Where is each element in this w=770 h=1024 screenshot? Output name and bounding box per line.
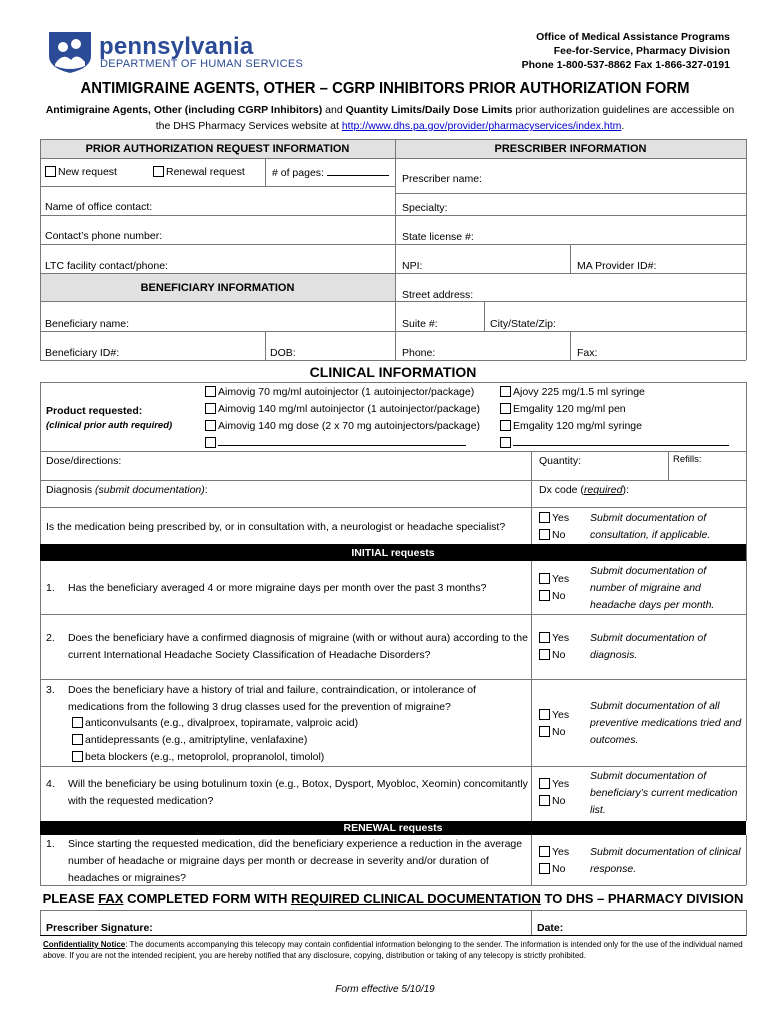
emgality-pen-option bbox=[500, 403, 626, 415]
neuro-yes-checkbox[interactable] bbox=[539, 512, 550, 523]
aimovig-70-checkbox[interactable] bbox=[205, 386, 216, 397]
fax-note-p3: TO DHS – PHARMACY DIVISION bbox=[540, 891, 744, 906]
renewal-q1-number: 1. bbox=[46, 838, 55, 850]
q1-yes-checkbox[interactable] bbox=[539, 573, 550, 584]
office-line-1: Office of Medical Assistance Programs bbox=[536, 31, 730, 43]
confidentiality-notice bbox=[43, 939, 743, 961]
ajovy-option bbox=[500, 386, 645, 398]
renewal-q1-line-2: number of headache or migraine days per month or decrease in severity and/or duration of bbox=[68, 855, 489, 867]
renewal-doc-line-1: Submit documentation of clinical bbox=[590, 846, 741, 858]
neuro-yes-label: Yes bbox=[552, 512, 570, 524]
dx-code-field[interactable] bbox=[539, 484, 629, 496]
neuro-yes-option bbox=[539, 512, 569, 524]
q3-doc-line-2: preventive medications tried and bbox=[590, 717, 742, 729]
initial-q3-line-1: Does the beneficiary have a history of trial and failure, contraindication, or intolerance of bbox=[68, 684, 476, 696]
q4-no-checkbox[interactable] bbox=[539, 795, 550, 806]
fax-note-p1: PLEASE bbox=[42, 891, 99, 906]
intro-text bbox=[40, 102, 740, 134]
aimovig-140-option bbox=[205, 403, 480, 415]
renewal-q1-line-1: Since starting the requested medication, did the beneficiary experience a reduction in the average bbox=[68, 838, 523, 850]
dx-code-label: Dx code ( bbox=[539, 484, 584, 496]
q3-no-checkbox[interactable] bbox=[539, 726, 550, 737]
q4-doc-line-1: Submit documentation of bbox=[590, 770, 707, 782]
dhs-logo-subtext: DEPARTMENT OF HUMAN SERVICES bbox=[100, 58, 304, 70]
renewal-request-label: Renewal request bbox=[166, 166, 245, 178]
new-request-option bbox=[45, 166, 117, 178]
anticonvulsants-option bbox=[72, 717, 358, 729]
q4-doc-line-3: list. bbox=[590, 804, 606, 816]
q1-yes-label: Yes bbox=[552, 573, 570, 585]
neuro-no-label: No bbox=[552, 529, 566, 541]
aimovig-70-label: Aimovig 70 mg/ml autoinjector (1 autoinjector/package) bbox=[218, 386, 475, 398]
antidepressants-option bbox=[72, 734, 307, 746]
other-product-left-line[interactable] bbox=[218, 445, 466, 446]
intro-bold-1: Antimigraine Agents, Other (including CGRP Inhibitors) bbox=[45, 104, 323, 116]
q4-yes-label: Yes bbox=[552, 778, 570, 790]
q3-doc-line-1: Submit documentation of all bbox=[590, 700, 720, 712]
pa-keystone-logo-icon bbox=[45, 30, 95, 74]
office-line-2: Fee-for-Service, Pharmacy Division bbox=[553, 45, 730, 57]
q2-yes-option bbox=[539, 632, 569, 644]
beta-blockers-option bbox=[72, 751, 324, 763]
other-product-left-option bbox=[205, 437, 466, 449]
ajovy-checkbox[interactable] bbox=[500, 386, 511, 397]
q4-yes-checkbox[interactable] bbox=[539, 778, 550, 789]
q4-no-label: No bbox=[552, 795, 566, 807]
q4-no-option bbox=[539, 795, 565, 807]
pennsylvania-logo-text: pennsylvania bbox=[99, 33, 254, 60]
q4-doc-line-2: beneficiary’s current medication bbox=[590, 787, 738, 799]
q2-doc-line-2: diagnosis. bbox=[590, 649, 638, 661]
other-product-right-checkbox[interactable] bbox=[500, 437, 511, 448]
initial-q4-line-1: Will the beneficiary be using botulinum toxin (e.g., Botox, Dysport, Myobloc, Xeomin) concomitantly bbox=[68, 778, 528, 790]
dose-directions-field[interactable]: Dose/directions: bbox=[46, 455, 122, 467]
beta-blockers-checkbox[interactable] bbox=[72, 751, 83, 762]
diagnosis-colon: : bbox=[204, 484, 208, 496]
q1-yes-option bbox=[539, 573, 569, 585]
office-line-3: Phone 1-800-537-8862 Fax 1-866-327-0191 bbox=[521, 59, 730, 71]
q4-yes-option bbox=[539, 778, 569, 790]
neuro-no-option bbox=[539, 529, 565, 541]
dob-field[interactable]: DOB: bbox=[270, 347, 296, 359]
intro-bold-2: Quantity Limits/Daily Dose Limits bbox=[345, 104, 513, 116]
prescriber-name-field[interactable]: Prescriber name: bbox=[402, 173, 482, 185]
q3-yes-option bbox=[539, 709, 569, 721]
q1-doc-line-2: number of migraine and bbox=[590, 582, 701, 594]
initial-q2-line-1: Does the beneficiary have a confirmed diagnosis of migraine (with or without aura) according to the bbox=[68, 632, 528, 644]
refills-field[interactable]: Refills: bbox=[673, 454, 702, 465]
num-pages-line bbox=[327, 166, 389, 176]
fax-instruction bbox=[40, 891, 746, 906]
prescriber-phone-field[interactable]: Phone: bbox=[402, 347, 436, 359]
dx-required: required bbox=[583, 484, 623, 496]
product-requested-label: Product requested: bbox=[46, 405, 143, 417]
prescriber-signature-field[interactable]: Prescriber Signature: bbox=[46, 922, 153, 934]
beta-blockers-label: beta blockers (e.g., metoprolol, propranolol, timolol) bbox=[85, 751, 325, 763]
renewal-no-label: No bbox=[552, 863, 566, 875]
form-title: ANTIMIGRAINE AGENTS, OTHER – CGRP INHIBITORS PRIOR AUTHORIZATION FORM bbox=[80, 80, 690, 97]
new-request-checkbox[interactable] bbox=[45, 166, 56, 177]
neuro-doc-line-2: consultation, if applicable. bbox=[590, 529, 711, 541]
ma-provider-field[interactable]: MA Provider ID#: bbox=[577, 260, 657, 272]
renewal-doc-line-2: response. bbox=[590, 863, 637, 875]
antidepressants-label: antidepressants (e.g., amitriptyline, venlafaxine) bbox=[85, 734, 308, 746]
initial-q2-line-2: current International Headache Society Classification of Headache Disorders? bbox=[68, 649, 431, 661]
anticonvulsants-checkbox[interactable] bbox=[72, 717, 83, 728]
initial-q3-number: 3. bbox=[46, 684, 55, 696]
intro-and: and bbox=[322, 104, 346, 116]
intro-line2-suffix: . bbox=[621, 120, 625, 132]
dx-code-end: ): bbox=[622, 484, 629, 496]
renewal-requests-title: RENEWAL requests bbox=[343, 822, 443, 834]
q2-no-label: No bbox=[552, 649, 566, 661]
num-pages-label: # of pages: bbox=[272, 167, 324, 179]
aimovig-140-checkbox[interactable] bbox=[205, 403, 216, 414]
prescriber-fax-field[interactable]: Fax: bbox=[577, 347, 598, 359]
renewal-yes-option bbox=[539, 846, 569, 858]
emgality-pen-checkbox[interactable] bbox=[500, 403, 511, 414]
renewal-yes-label: Yes bbox=[552, 846, 570, 858]
aimovig-70-option bbox=[205, 386, 474, 398]
signature-date-field[interactable]: Date: bbox=[537, 922, 564, 934]
beneficiary-name-field[interactable]: Beneficiary name: bbox=[45, 318, 130, 330]
ajovy-label: Ajovy 225 mg/1.5 ml syringe bbox=[513, 386, 645, 398]
renewal-request-checkbox[interactable] bbox=[153, 166, 164, 177]
renewal-request-option bbox=[153, 166, 245, 178]
state-license-field[interactable]: State license #: bbox=[402, 231, 474, 243]
fax-note-fax: FAX bbox=[98, 891, 124, 906]
beneficiary-info-title: BENEFICIARY INFORMATION bbox=[140, 282, 295, 294]
initial-q1-number: 1. bbox=[46, 582, 55, 594]
initial-q4-line-2: with the requested medication? bbox=[68, 795, 214, 807]
anticonvulsants-label: anticonvulsants (e.g., divalproex, topiramate, valproic acid) bbox=[85, 717, 359, 729]
npi-field[interactable]: NPI: bbox=[402, 260, 423, 272]
aimovig-140-dose-checkbox[interactable] bbox=[205, 420, 216, 431]
confidentiality-text: : The documents accompanying this telecopy may contain confidential information belonging to the sender. The information is intended only for the use of the individual named above. If you are not the intended recipient, you are hereby notified that any disclosure, copying, distribution or taking of any telecopy is strictly prohibited. bbox=[43, 940, 743, 960]
fax-note-p2: COMPLETED FORM WITH bbox=[123, 891, 292, 906]
num-pages-field[interactable] bbox=[272, 166, 389, 179]
office-contact-field[interactable]: Name of office contact: bbox=[45, 201, 153, 213]
renewal-no-option bbox=[539, 863, 565, 875]
q3-yes-checkbox[interactable] bbox=[539, 709, 550, 720]
renewal-q1-line-3: headaches or migraines? bbox=[68, 872, 186, 884]
renewal-no-checkbox[interactable] bbox=[539, 863, 550, 874]
antidepressants-checkbox[interactable] bbox=[72, 734, 83, 745]
suite-field[interactable]: Suite #: bbox=[402, 318, 438, 330]
initial-q3-line-2: medications from the following 3 drug classes used for the prevention of migraine? bbox=[68, 701, 451, 713]
intro-line2-prefix: the DHS Pharmacy Services website at bbox=[155, 120, 342, 132]
quantity-field[interactable]: Quantity: bbox=[539, 455, 582, 467]
neurologist-question: Is the medication being prescribed by, or in consultation with, a neurologist or headache specialist? bbox=[46, 521, 506, 533]
confidentiality-label: Confidentiality Notice bbox=[43, 940, 126, 949]
initial-q4-number: 4. bbox=[46, 778, 55, 790]
aimovig-140-label: Aimovig 140 mg/ml autoinjector (1 autoinjector/package) bbox=[218, 403, 481, 415]
q3-doc-line-3: outcomes. bbox=[590, 734, 639, 746]
ltc-contact-field[interactable]: LTC facility contact/phone: bbox=[45, 260, 168, 272]
clinical-info-title: CLINICAL INFORMATION bbox=[309, 364, 477, 380]
q1-doc-line-3: headache days per month. bbox=[590, 599, 715, 611]
product-requested-note: (clinical prior auth required) bbox=[46, 420, 173, 431]
emgality-syringe-label: Emgality 120 mg/ml syringe bbox=[513, 420, 642, 432]
initial-q1-text: Has the beneficiary averaged 4 or more migraine days per month over the past 3 months? bbox=[68, 582, 487, 594]
q2-yes-label: Yes bbox=[552, 632, 570, 644]
q2-no-option bbox=[539, 649, 565, 661]
q1-no-label: No bbox=[552, 590, 566, 602]
contact-phone-field[interactable]: Contact’s phone number: bbox=[45, 230, 163, 242]
aimovig-140-dose-label: Aimovig 140 mg dose (2 x 70 mg autoinjectors/package) bbox=[218, 420, 481, 432]
q3-no-option bbox=[539, 726, 565, 738]
other-product-right-option bbox=[500, 437, 729, 449]
initial-requests-title: INITIAL requests bbox=[351, 547, 435, 559]
form-effective-date: Form effective 5/10/19 bbox=[335, 984, 435, 995]
new-request-label: New request bbox=[58, 166, 117, 178]
dhs-pharmacy-link[interactable]: http://www.dhs.pa.gov/provider/pharmacyservices/index.htm bbox=[341, 120, 622, 132]
q1-doc-line-1: Submit documentation of bbox=[590, 565, 707, 577]
q1-no-option bbox=[539, 590, 565, 602]
prescriber-info-title: PRESCRIBER INFORMATION bbox=[494, 143, 647, 155]
aimovig-140-dose-option bbox=[205, 420, 480, 432]
diagnosis-note: (submit documentation) bbox=[95, 484, 205, 496]
renewal-yes-checkbox[interactable] bbox=[539, 846, 550, 857]
emgality-pen-label: Emgality 120 mg/ml pen bbox=[513, 403, 626, 415]
q1-no-checkbox[interactable] bbox=[539, 590, 550, 601]
q3-yes-label: Yes bbox=[552, 709, 570, 721]
initial-q2-number: 2. bbox=[46, 632, 55, 644]
fax-note-required: REQUIRED CLINICAL DOCUMENTATION bbox=[291, 891, 541, 906]
street-address-field[interactable]: Street address: bbox=[402, 289, 474, 301]
q2-doc-line-1: Submit documentation of bbox=[590, 632, 707, 644]
city-state-zip-field[interactable]: City/State/Zip: bbox=[490, 318, 556, 330]
neuro-no-checkbox[interactable] bbox=[539, 529, 550, 540]
other-product-right-line[interactable] bbox=[513, 445, 729, 446]
q2-yes-checkbox[interactable] bbox=[539, 632, 550, 643]
q2-no-checkbox[interactable] bbox=[539, 649, 550, 660]
intro-rest: prior authorization guidelines are accessible on bbox=[512, 104, 735, 116]
diagnosis-field[interactable] bbox=[46, 484, 208, 496]
office-info bbox=[522, 30, 730, 72]
emgality-syringe-checkbox[interactable] bbox=[500, 420, 511, 431]
q3-no-label: No bbox=[552, 726, 566, 738]
other-product-left-checkbox[interactable] bbox=[205, 437, 216, 448]
emgality-syringe-option bbox=[500, 420, 642, 432]
specialty-field[interactable]: Specialty: bbox=[402, 202, 448, 214]
diagnosis-label: Diagnosis bbox=[46, 484, 96, 496]
beneficiary-id-field[interactable]: Beneficiary ID#: bbox=[45, 347, 120, 359]
request-info-title: PRIOR AUTHORIZATION REQUEST INFORMATION bbox=[85, 143, 350, 155]
neuro-doc-line-1: Submit documentation of bbox=[590, 512, 707, 524]
